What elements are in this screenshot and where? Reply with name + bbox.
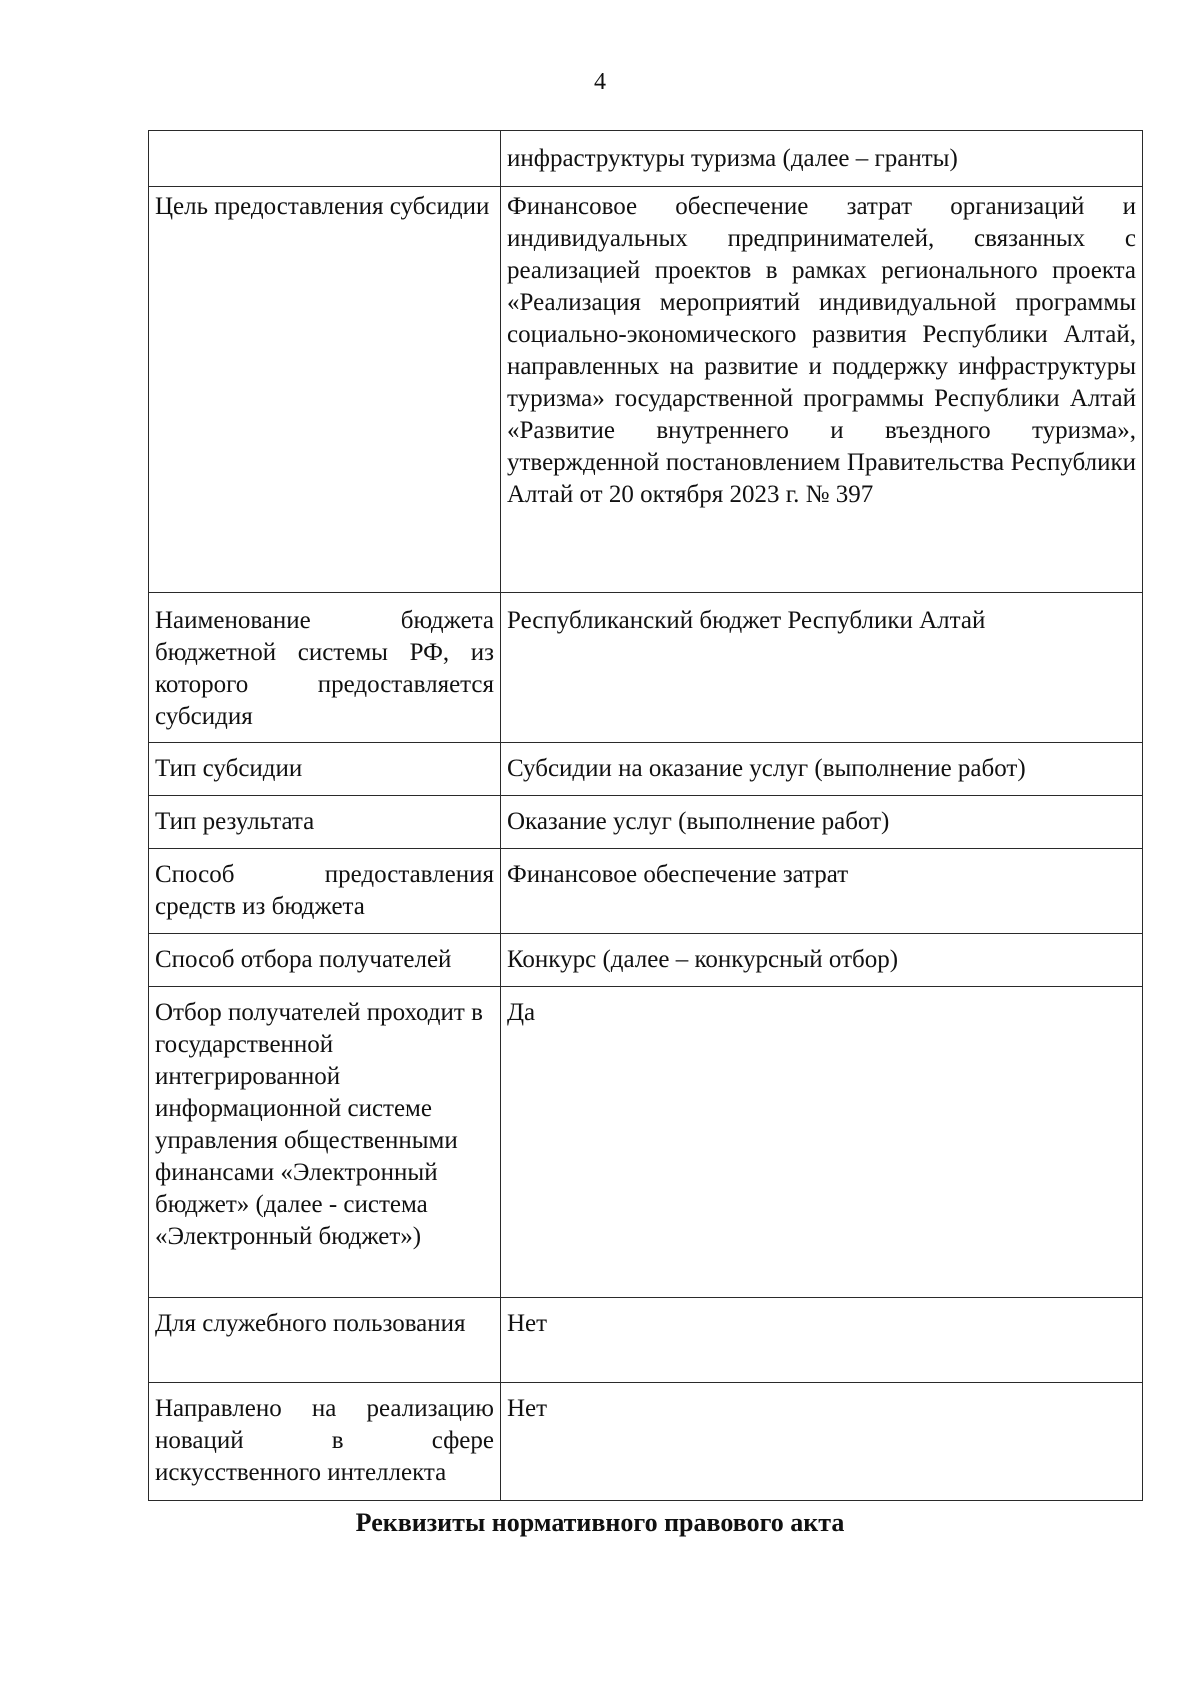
table-row <box>149 987 1143 1298</box>
row-value: Республиканский бюджет Республики Алтай <box>501 593 1143 743</box>
row-value: Нет <box>501 1298 1143 1383</box>
row-value: Нет <box>501 1383 1143 1501</box>
table-row <box>149 796 1143 849</box>
section-title: Реквизиты нормативного правового акта <box>355 1508 845 1537</box>
row-label <box>149 131 501 187</box>
row-value: Финансовое обеспечение затрат <box>501 849 1143 934</box>
row-value: Финансовое обеспечение затрат организаций и индивидуальных предпринимателей, связанных с реализацией проектов в рамках регионального проекта «Реализация мероприятий индивидуальной программы социально-экономического развития Республики Алтай, направленных на развитие и поддержку инфраструктуры туризма» государственной программы Республики Алтай «Развитие внутреннего и въездного туризма», утвержденной постановлением Правительства Республики Алтай от 20 октября 2023 г. № 397 <box>501 187 1143 593</box>
row-label: Для служебного пользования <box>149 1298 501 1383</box>
row-label: Наименование бюджета бюджетной системы РФ, из которого предоставляется субсидия <box>149 593 501 743</box>
row-value: Оказание услуг (выполнение работ) <box>501 796 1143 849</box>
table-row <box>149 187 1143 593</box>
row-value: Да <box>501 987 1143 1298</box>
row-label: Отбор получателей проходит в государственной интегрированной информационной системе управления общественными финансами «Электронный бюджет» (далее - система «Электронный бюджет») <box>149 987 501 1298</box>
row-label: Способ предоставления средств из бюджета <box>149 849 501 934</box>
page-number: 4 <box>594 69 606 95</box>
subsidy-info-table <box>148 130 1143 1501</box>
table-row <box>149 1298 1143 1383</box>
row-label: Направлено на реализацию новаций в сфере искусственного интеллекта <box>149 1383 501 1501</box>
table-row <box>149 743 1143 796</box>
row-label: Цель предоставления субсидии <box>149 187 501 593</box>
row-value: Конкурс (далее – конкурсный отбор) <box>501 934 1143 987</box>
table-row <box>149 131 1143 187</box>
row-value: инфраструктуры туризма (далее – гранты) <box>501 131 1143 187</box>
table-row <box>149 934 1143 987</box>
row-label: Тип субсидии <box>149 743 501 796</box>
table-row <box>149 593 1143 743</box>
row-value: Субсидии на оказание услуг (выполнение работ) <box>501 743 1143 796</box>
table-row <box>149 849 1143 934</box>
row-label: Способ отбора получателей <box>149 934 501 987</box>
table-row <box>149 1383 1143 1501</box>
row-label: Тип результата <box>149 796 501 849</box>
